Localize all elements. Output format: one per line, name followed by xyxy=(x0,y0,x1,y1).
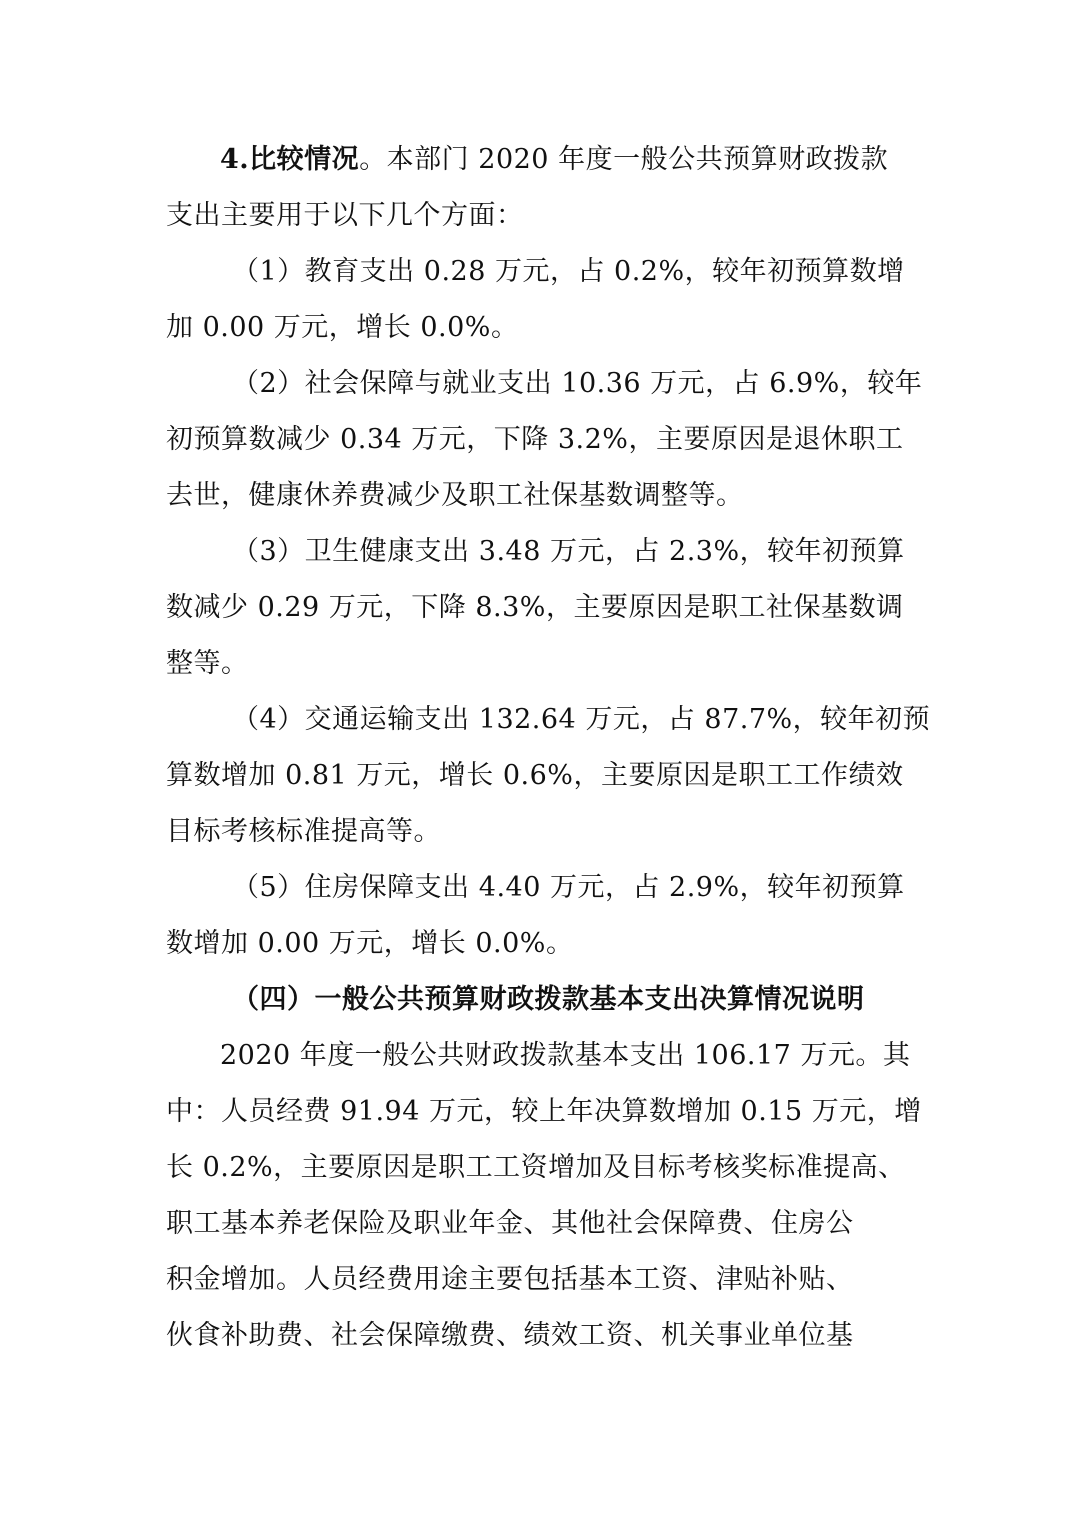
item1-line-2: 加 0.00 万元，增长 0.0%。 xyxy=(166,312,519,343)
item5-line-2: 数增加 0.00 万元，增长 0.0%。 xyxy=(166,928,574,959)
item2-line-2: 初预算数减少 0.34 万元，下降 3.2%，主要原因是退休职工 xyxy=(166,424,904,455)
item3-line-1: （3）卫生健康支出 3.48 万元，占 2.3%，较年初预算 xyxy=(232,536,905,567)
section4-line-2: 支出主要用于以下几个方面： xyxy=(166,200,524,231)
final-paragraph-line-2: 中：人员经费 91.94 万元，较上年决算数增加 0.15 万元，增 xyxy=(166,1096,922,1127)
item4-line-2: 算数增加 0.81 万元，增长 0.6%，主要原因是职工工作绩效 xyxy=(166,760,904,791)
section4-line-1-text: 。本部门 2020 年度一般公共预算财政拨款 xyxy=(359,144,889,175)
item4-line-1: （4）交通运输支出 132.64 万元，占 87.7%，较年初预 xyxy=(232,704,931,735)
final-paragraph-line-1: 2020 年度一般公共财政拨款基本支出 106.17 万元。其 xyxy=(220,1040,911,1071)
item4-line-3: 目标考核标准提高等。 xyxy=(166,816,441,847)
item1-line-1: （1）教育支出 0.28 万元，占 0.2%，较年初预算数增 xyxy=(232,256,905,287)
section-heading-4: （四）一般公共预算财政拨款基本支出决算情况说明 xyxy=(232,984,865,1015)
final-paragraph-line-4: 职工基本养老保险及职业年金、其他社会保障费、住房公 xyxy=(166,1208,854,1239)
final-paragraph-line-3: 长 0.2%，主要原因是职工工资增加及目标考核奖标准提高、 xyxy=(166,1152,906,1183)
section4-line-1 xyxy=(220,142,888,178)
item3-line-2: 数减少 0.29 万元，下降 8.3%，主要原因是职工社保基数调 xyxy=(166,592,904,623)
final-paragraph-line-5: 积金增加。人员经费用途主要包括基本工资、津贴补贴、 xyxy=(166,1264,854,1295)
item5-line-1: （5）住房保障支出 4.40 万元，占 2.9%，较年初预算 xyxy=(232,872,905,903)
section4-lead: 4.比较情况 xyxy=(220,144,360,175)
final-paragraph-line-6: 伙食补助费、社会保障缴费、绩效工资、机关事业单位基 xyxy=(166,1320,854,1351)
item2-line-1: （2）社会保障与就业支出 10.36 万元，占 6.9%，较年 xyxy=(232,368,923,399)
item2-line-3: 去世，健康休养费减少及职工社保基数调整等。 xyxy=(166,480,744,511)
item3-line-3: 整等。 xyxy=(166,648,249,679)
